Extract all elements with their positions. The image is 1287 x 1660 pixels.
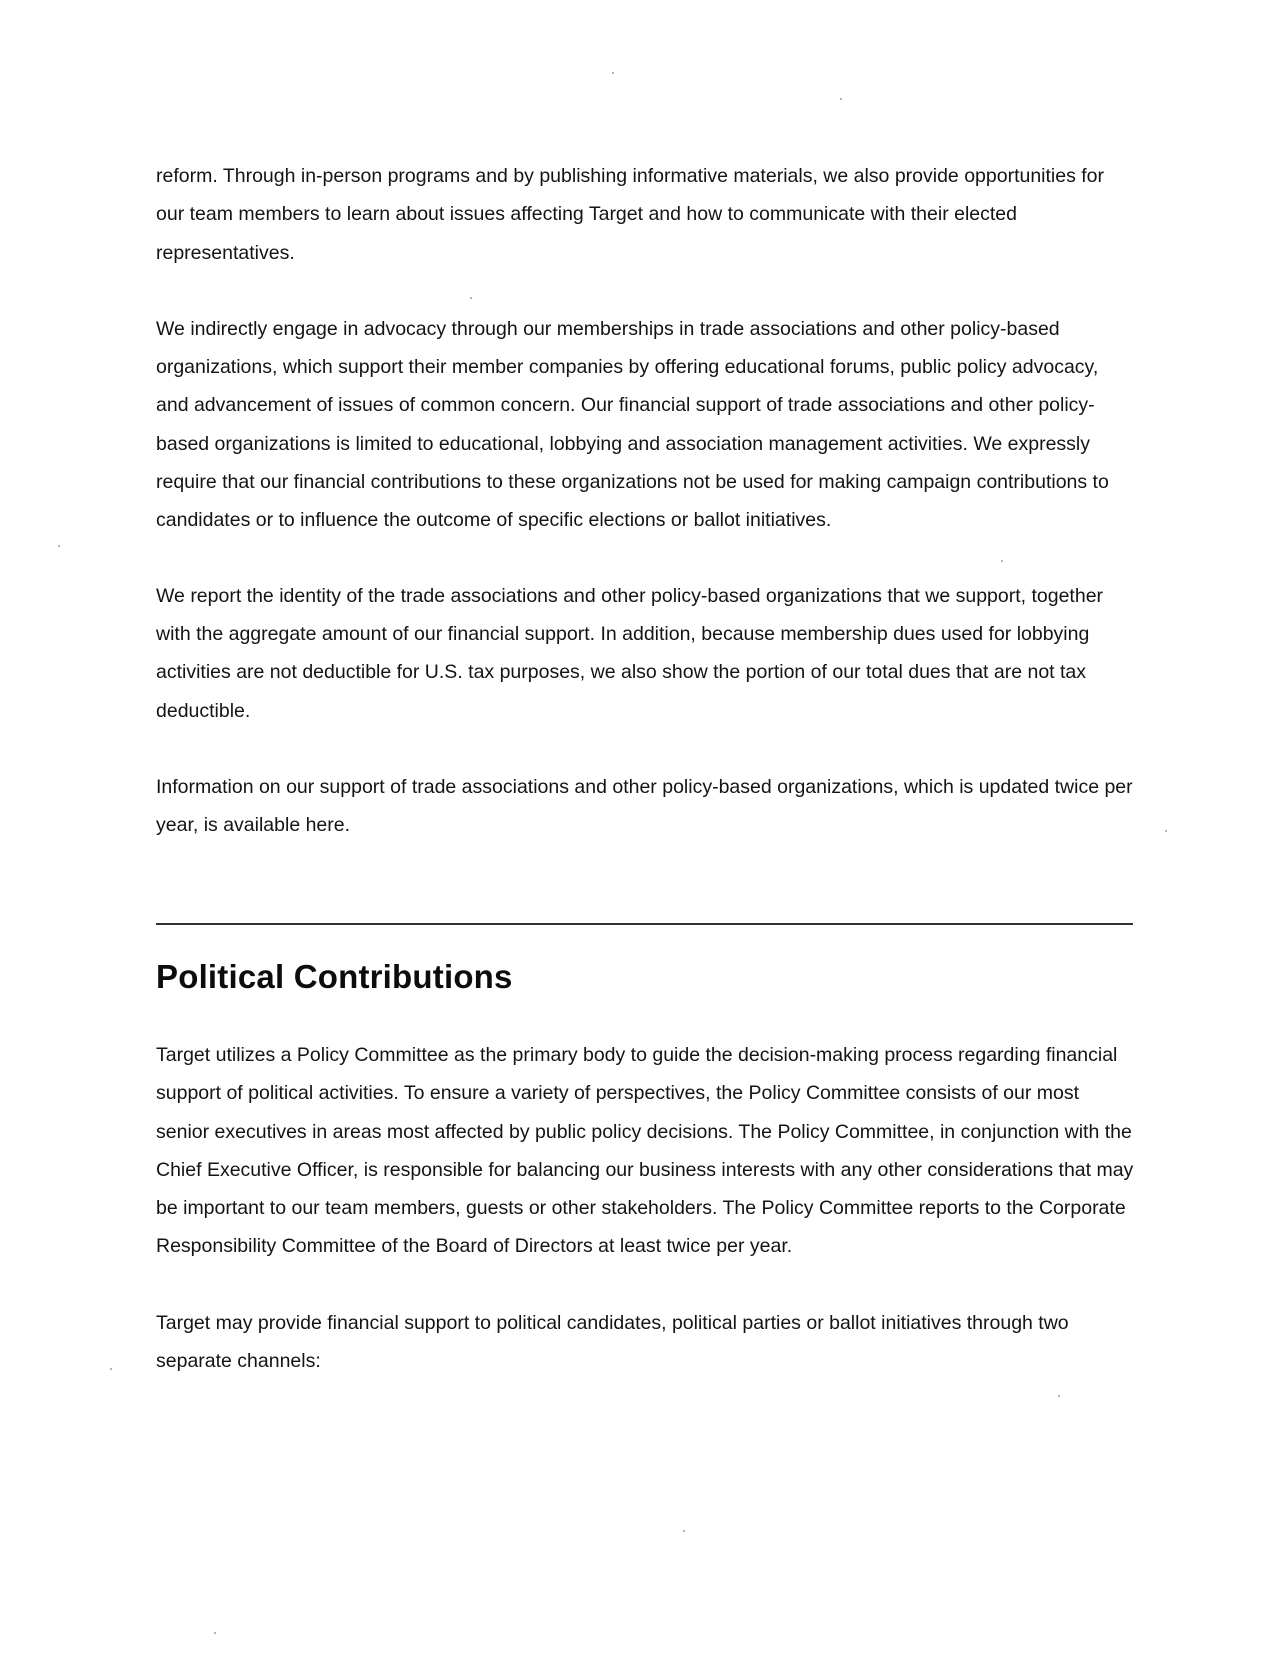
scan-speck bbox=[58, 545, 60, 547]
scan-speck bbox=[214, 1632, 216, 1634]
scan-speck bbox=[612, 72, 614, 74]
paragraph-trade-associations: We indirectly engage in advocacy through our memberships in trade associations and other policy-based organizations, which support their member companies by offering educational forums, public policy advocacy, and advancement of issues of common concern. Our financial support of trade associations and other policy-based organizations is limited to educational, lobbying and association management activities. We expressly require that our financial contributions to these organizations not be used for making campaign contributions to candidates or to influence the outcome of specific elections or ballot initiatives. bbox=[156, 317, 1109, 532]
scan-speck bbox=[683, 1530, 685, 1532]
scan-speck bbox=[1001, 560, 1003, 562]
scan-speck bbox=[110, 1368, 112, 1370]
paragraph-information-link: Information on our support of trade associations and other policy-based organizations, which is updated twice per year, is available here. bbox=[156, 775, 1133, 837]
advocacy-section bbox=[156, 157, 1136, 844]
scan-speck bbox=[470, 297, 472, 299]
scan-speck bbox=[840, 98, 842, 100]
scan-speck bbox=[1058, 1395, 1060, 1397]
scan-speck bbox=[1165, 830, 1167, 832]
section-divider bbox=[156, 923, 1133, 925]
section-heading: Political Contributions bbox=[156, 958, 513, 995]
paragraph-policy-committee: Target utilizes a Policy Committee as the primary body to guide the decision-making process regarding financial support of political activities. To ensure a variety of perspectives, the Policy Committee consists of our most senior executives in areas most affected by public policy decisions. The Policy Committee, in conjunction with the Chief Executive Officer, is responsible for balancing our business interests with any other considerations that may be important to our team members, guests or other stakeholders. The Policy Committee reports to the Corporate Responsibility Committee of the Board of Directors at least twice per year. bbox=[156, 1044, 1134, 1258]
paragraph-channels: Target may provide financial support to political candidates, political parties or ballot initiatives through two separate channels: bbox=[156, 1311, 1069, 1373]
political-contributions-section bbox=[156, 1036, 1136, 1380]
paragraph-reporting: We report the identity of the trade associations and other policy-based organizations that we support, together with the aggregate amount of our financial support. In addition, because membership dues used for lobbying activities are not deductible for U.S. tax purposes, we also show the portion of our total dues that are not tax deductible. bbox=[156, 584, 1104, 722]
paragraph-reform: reform. Through in-person programs and by publishing informative materials, we also provide opportunities for our team members to learn about issues affecting Target and how to communicate with their elected representatives. bbox=[156, 165, 1105, 264]
